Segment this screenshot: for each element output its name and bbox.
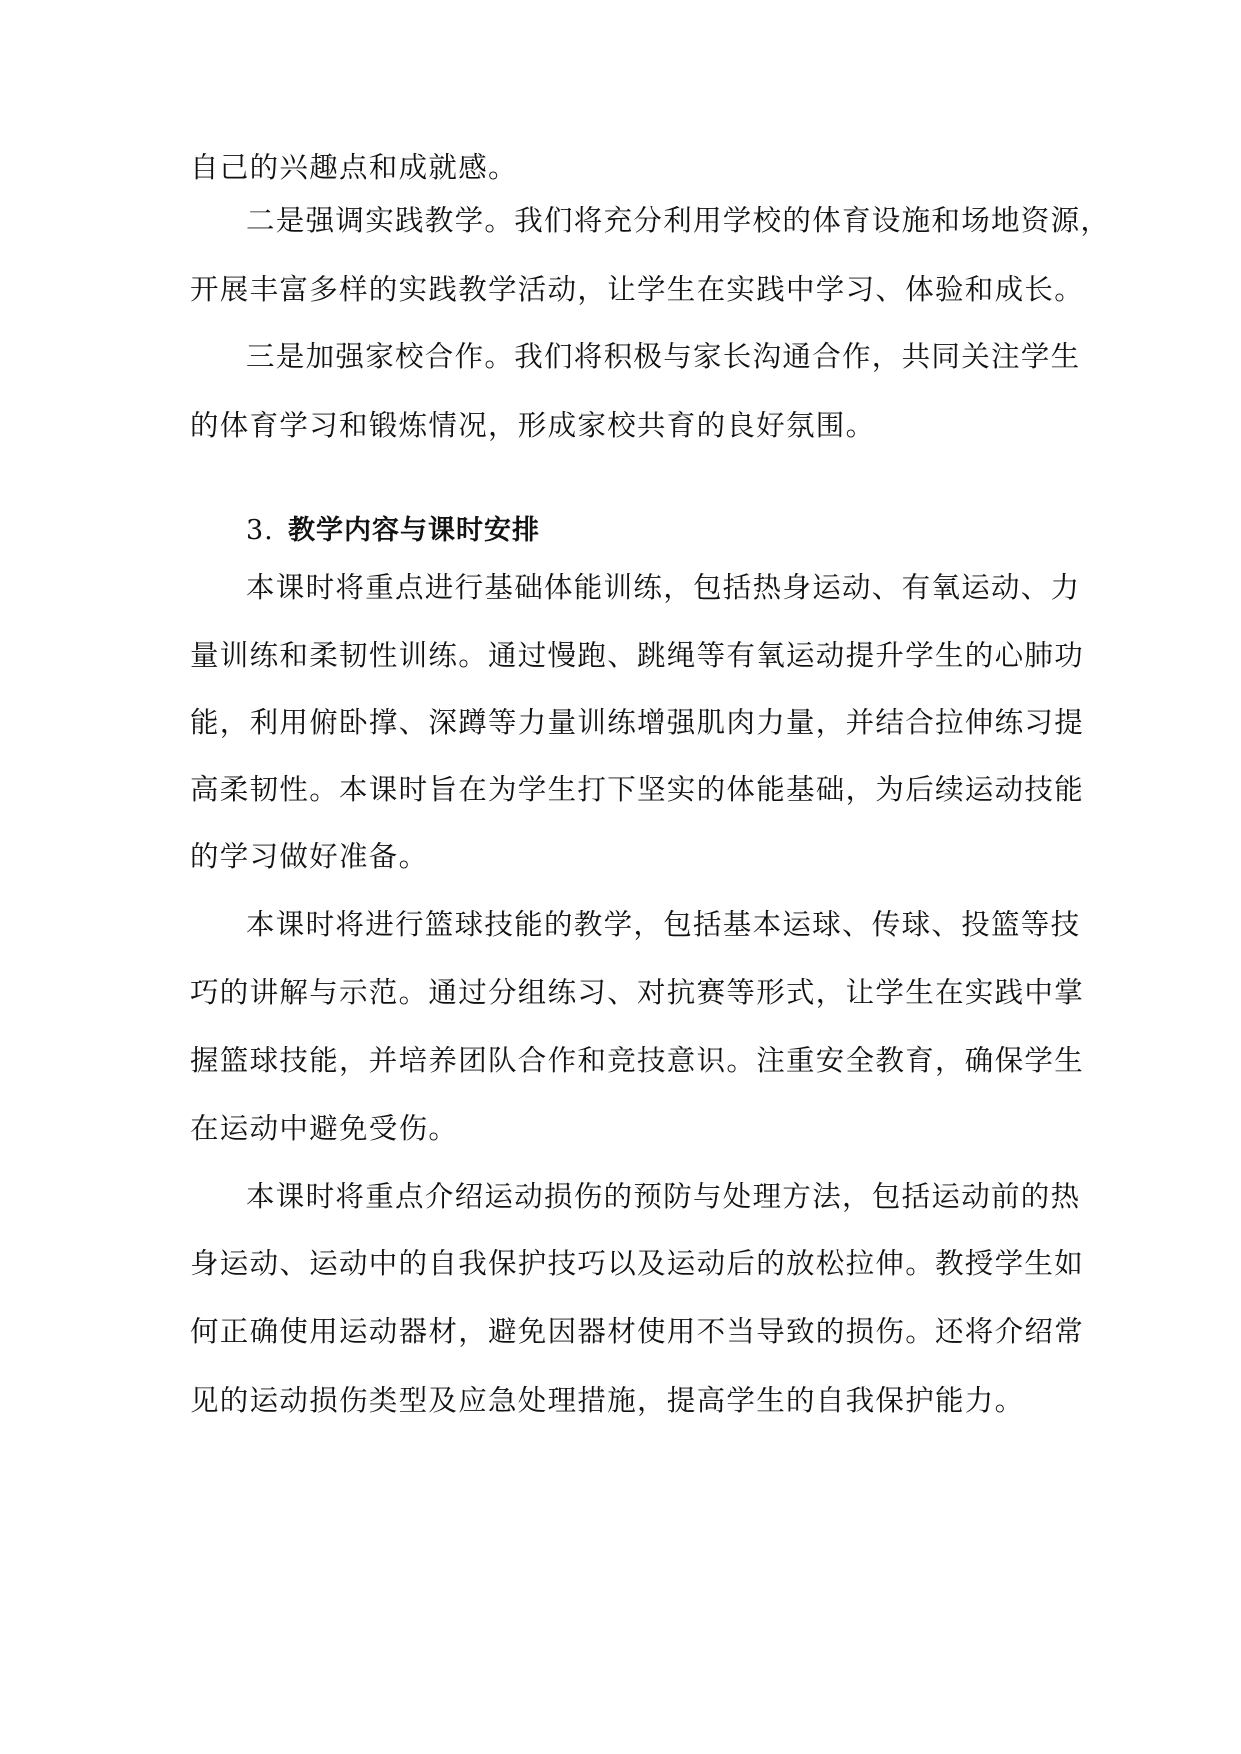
paragraph-line: 身运动、运动中的自我保护技巧以及运动后的放松拉伸。教授学生如 [190, 1247, 1085, 1280]
paragraph-line: 高柔韧性。本课时旨在为学生打下坚实的体能基础，为后续运动技能 [190, 773, 1085, 806]
paragraph-line: 自己的兴趣点和成就感。 [190, 151, 518, 184]
paragraph-line: 能，利用俯卧撑、深蹲等力量训练增强肌肉力量，并结合拉伸练习提 [190, 706, 1085, 739]
paragraph-line: 开展丰富多样的实践教学活动，让学生在实践中学习、体验和成长。 [190, 273, 1085, 306]
paragraph-line: 本课时将进行篮球技能的教学，包括基本运球、传球、投篮等技 [246, 908, 1081, 941]
paragraph-line: 在运动中避免受伤。 [190, 1112, 459, 1145]
section-number: 3. [246, 515, 274, 546]
paragraph-line: 的体育学习和锻炼情况，形成家校共育的良好氛围。 [190, 409, 876, 442]
paragraph-line: 握篮球技能，并培养团队合作和竞技意识。注重安全教育，确保学生 [190, 1044, 1085, 1077]
section-heading [246, 509, 1062, 553]
paragraph-line: 何正确使用运动器材，避免因器材使用不当导致的损伤。还将介绍常 [190, 1315, 1085, 1348]
paragraph-line: 本课时将重点介绍运动损伤的预防与处理方法，包括运动前的热 [246, 1180, 1081, 1213]
paragraph-line: 三是加强家校合作。我们将积极与家长沟通合作，共同关注学生 [246, 340, 1081, 373]
paragraph-line: 巧的讲解与示范。通过分组练习、对抗赛等形式，让学生在实践中掌 [190, 976, 1085, 1009]
paragraph-line: 量训练和柔韧性训练。通过慢跑、跳绳等有氧运动提升学生的心肺功 [190, 639, 1085, 672]
paragraph-line: 的学习做好准备。 [190, 840, 429, 873]
paragraph-line: 本课时将重点进行基础体能训练，包括热身运动、有氧运动、力 [246, 571, 1081, 604]
paragraph-line: 见的运动损伤类型及应急处理措施，提高学生的自我保护能力。 [190, 1384, 1025, 1417]
paragraph-line: 二是强调实践教学。我们将充分利用学校的体育设施和场地资源， [246, 204, 1111, 237]
section-title: 教学内容与课时安排 [288, 515, 540, 546]
